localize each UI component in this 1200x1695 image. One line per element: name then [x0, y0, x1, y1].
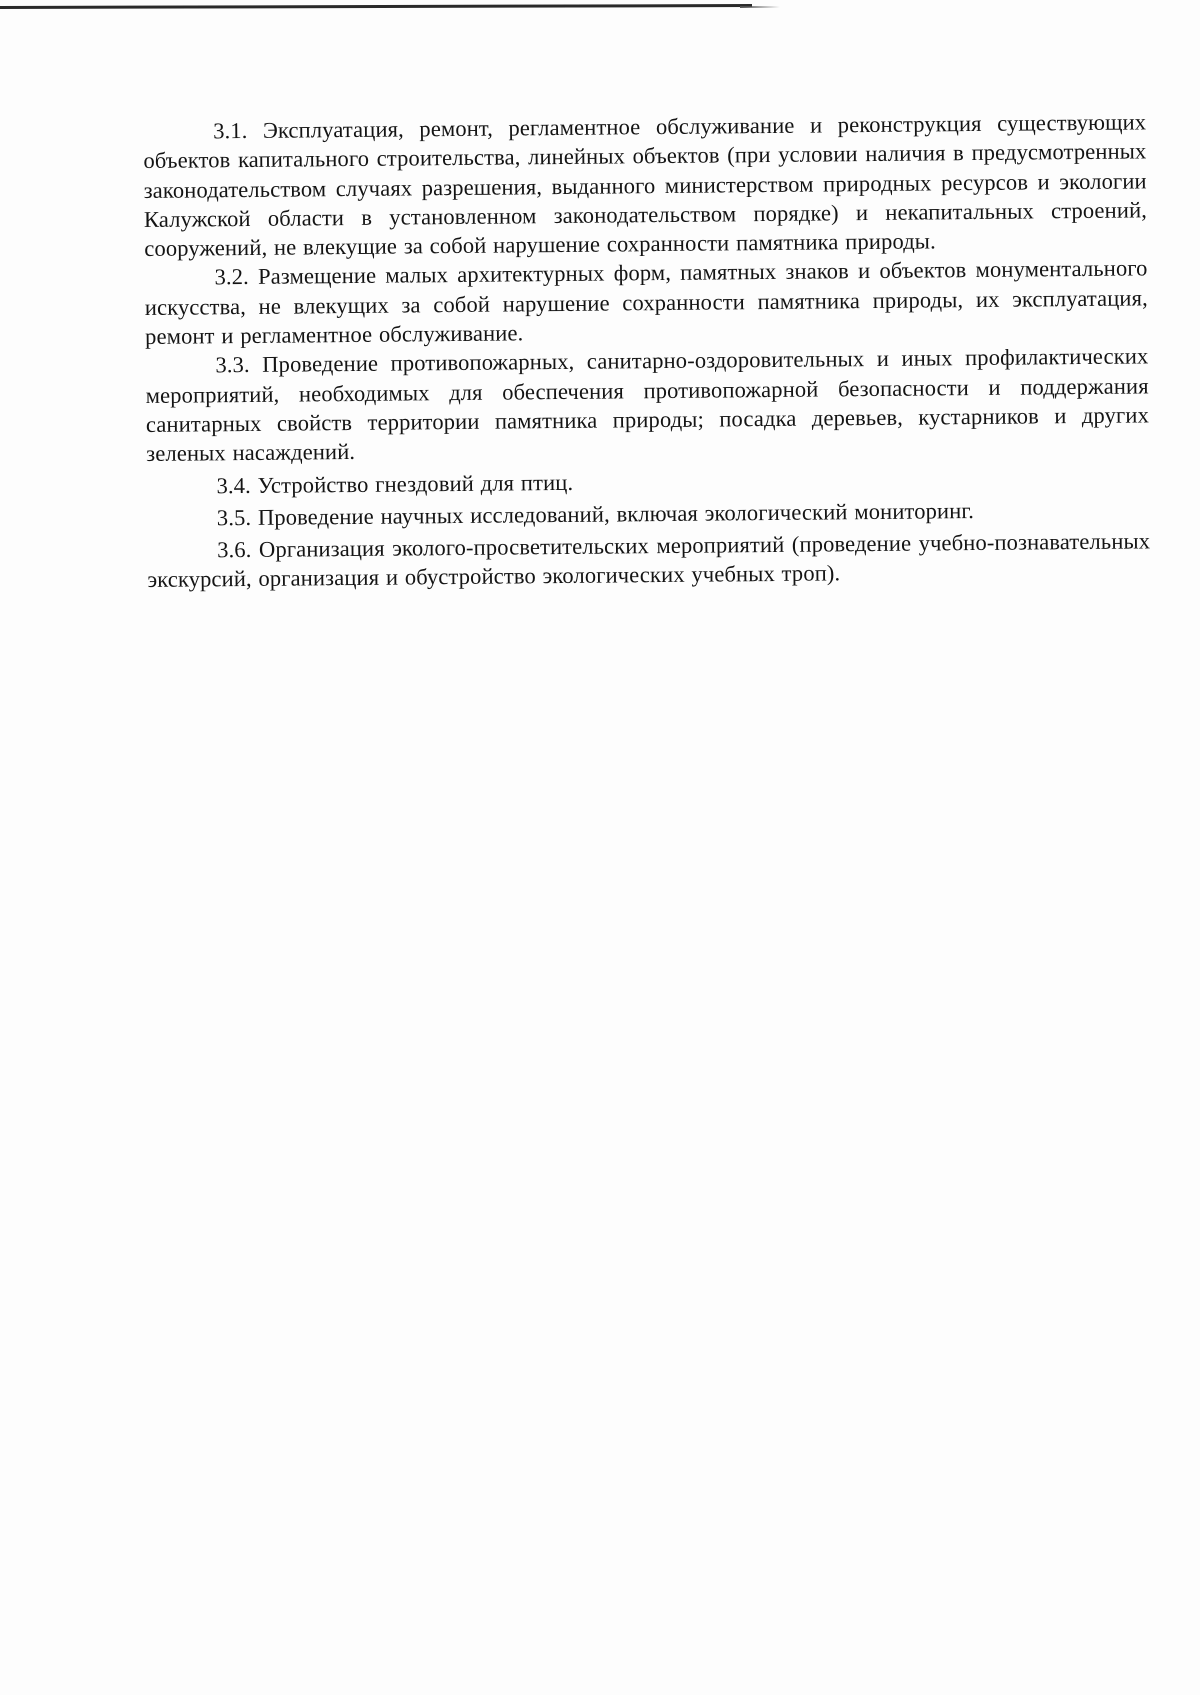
- scan-border-fade: [740, 6, 780, 8]
- document-body: [143, 107, 1151, 594]
- paragraph-3-5: 3.5. Проведение научных исследований, включая экологический мониторинг.: [216, 497, 975, 531]
- paragraph-3-6: 3.6. Организация эколого-просветительских мероприятий (проведение учебно-познавательных экскурсий, организация и обустройство экологических учебных троп).: [147, 528, 1151, 593]
- scan-border-line: [0, 4, 752, 9]
- paragraph-3-3: 3.3. Проведение противопожарных, санитарно-оздоровительных и иных профилактических мероприятий, необходимых для обеспечения противопожарной безопасности и поддержания санитарных свойств территории памятника природы; посадка деревьев, кустарников и других зеленых насаждений.: [145, 343, 1150, 467]
- paragraph-3-4: 3.4. Устройство гнездовий для птиц.: [216, 469, 574, 498]
- paragraph-3-2: 3.2. Размещение малых архитектурных форм, памятных знаков и объектов монументального искусства, не влекущих за собой нарушение сохранности памятника природы, их эксплуатация, ремонт и регламентное обслуживание.: [144, 255, 1148, 350]
- paragraph-3-1: 3.1. Эксплуатация, ремонт, регламентное обслуживание и реконструкция существующих объектов капитального строительства, линейных объектов (при условии наличия в предусмотренных законодательством случаях разрешения, выданного министерством природных ресурсов и экологии Калужской области в установленном законодательством порядке) и некапитальных строений, сооружений, не влекущие за собой нарушение сохранности памятника природы.: [143, 109, 1148, 262]
